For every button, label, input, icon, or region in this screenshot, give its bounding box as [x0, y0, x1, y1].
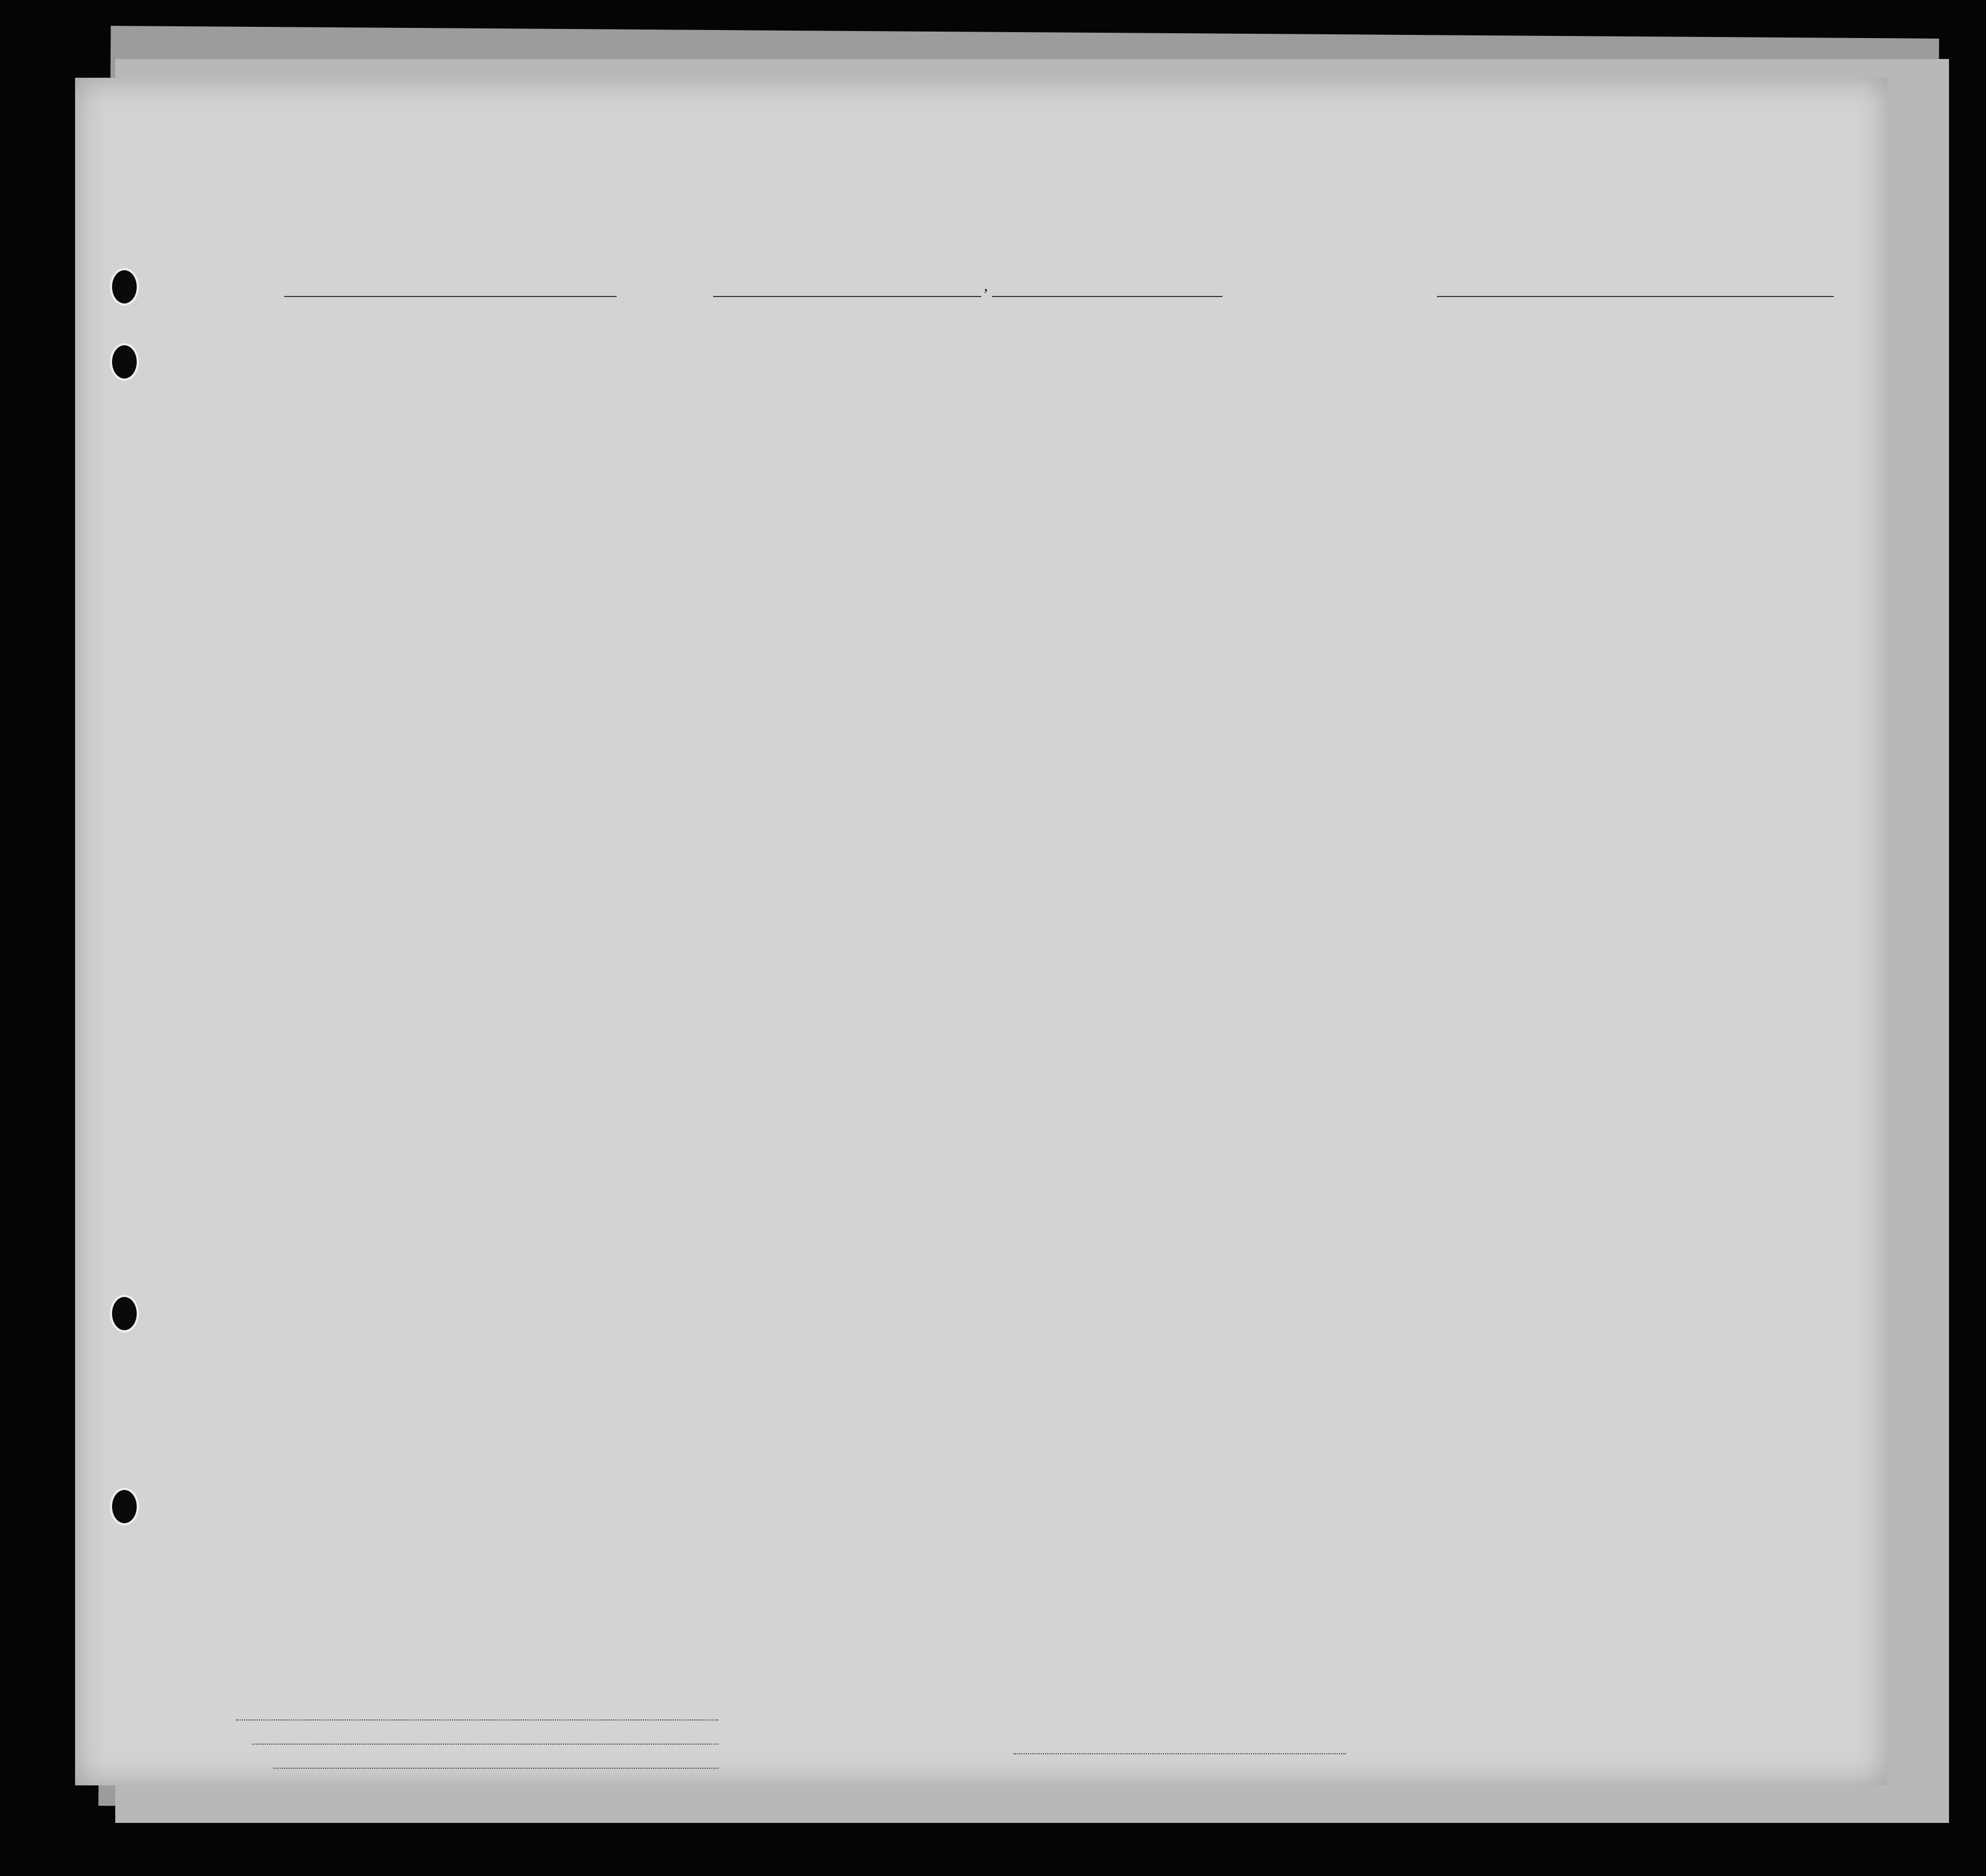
- manifest-page: [75, 78, 1887, 1785]
- binding-hole: [110, 1295, 139, 1332]
- sheet-number: [1705, 153, 1716, 179]
- binding-hole: [110, 268, 139, 306]
- binding-hole: [110, 1488, 139, 1525]
- binding-hole: [110, 343, 139, 381]
- vessel-line: ,: [236, 268, 1871, 300]
